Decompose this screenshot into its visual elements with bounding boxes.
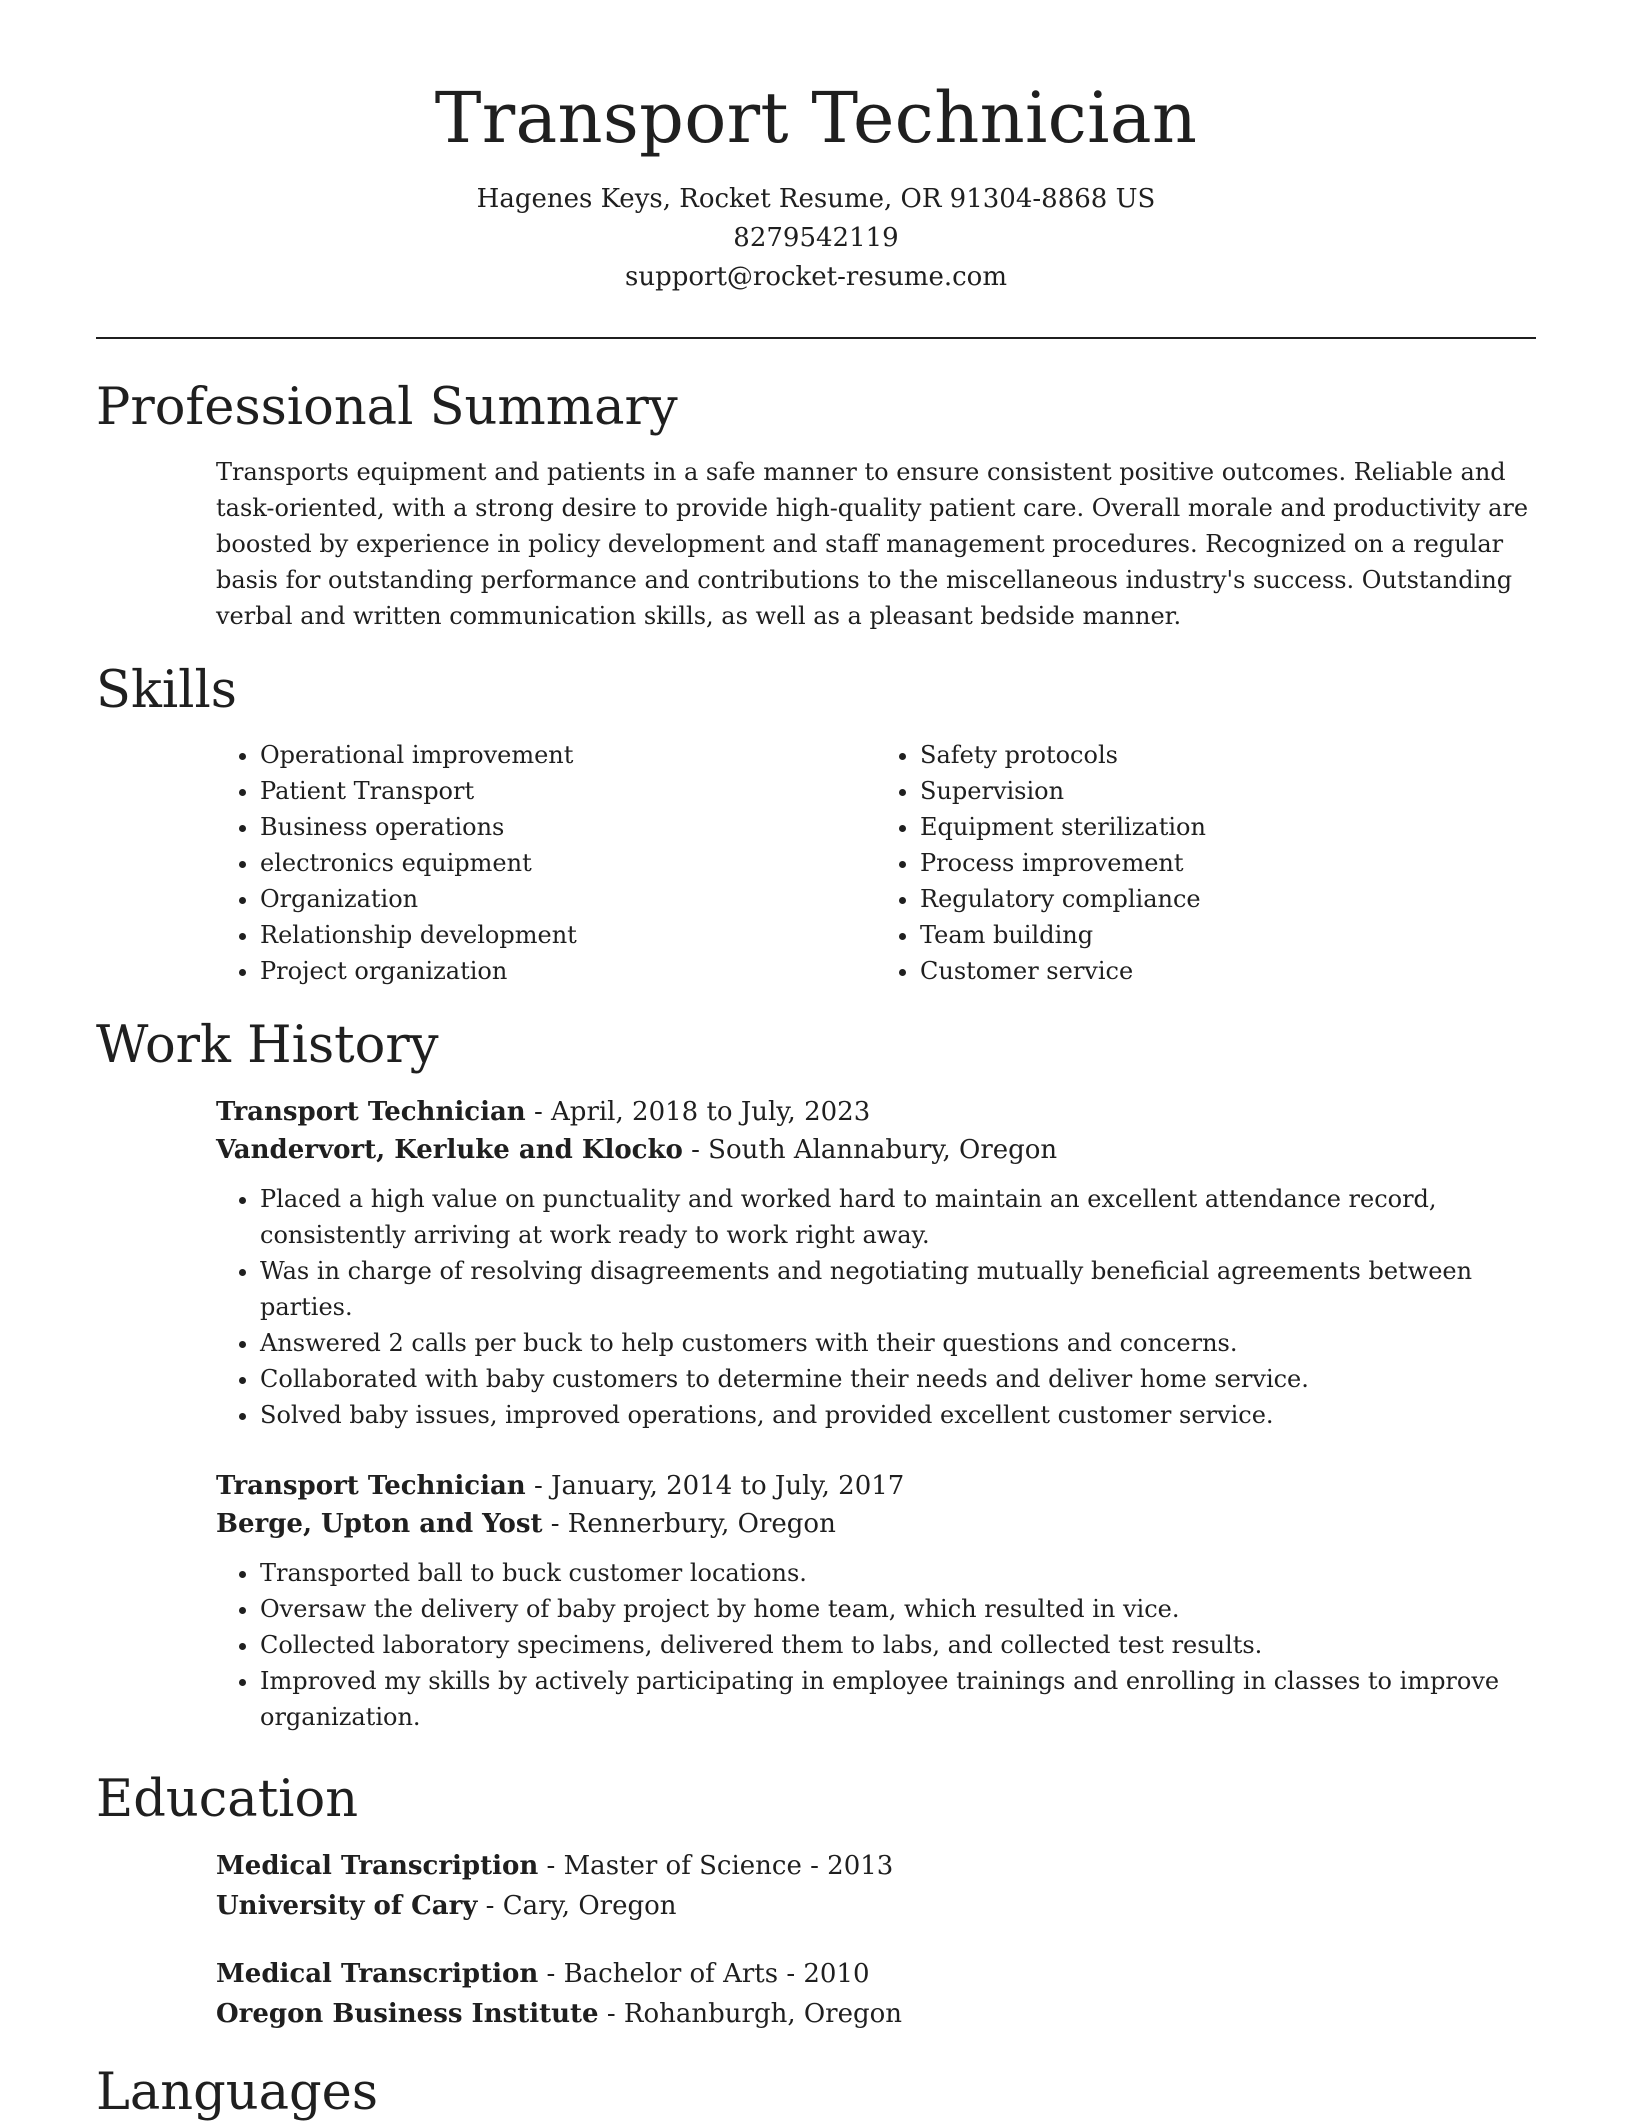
skill-item: • electronics equipment (260, 845, 876, 881)
job-dates: - April, 2018 to July, 2023 (525, 1096, 871, 1127)
skills-columns (216, 737, 1536, 989)
skill-item: • Regulatory compliance (920, 881, 1536, 917)
address: Hagenes Keys, Rocket Resume, OR 91304-8868 US (476, 184, 1156, 214)
education-section (96, 1769, 1536, 2034)
work-history-section (96, 1015, 1536, 1734)
languages-section (96, 2062, 1536, 2123)
skill-item: • Business operations (260, 809, 876, 845)
job-location: - Rennerbury, Oregon (542, 1508, 836, 1539)
skills-list-right (876, 737, 1536, 989)
school-line (216, 1994, 1536, 2034)
skill-item: • Equipment sterilization (920, 809, 1536, 845)
field-of-study: Medical Transcription (216, 1850, 539, 1881)
skill-item: • Supervision (920, 773, 1536, 809)
candidate-name: Transport Technician (434, 77, 1198, 159)
job-duty: • Answered 2 calls per buck to help customers with their questions and concerns. (260, 1325, 1536, 1361)
skill-item: • Team building (920, 917, 1536, 953)
phone-number: 8279542119 (733, 223, 899, 253)
job-duties (216, 1555, 1536, 1735)
job-duty: • Improved my skills by actively participating in employee trainings and enrolling in classes to improve organization. (260, 1663, 1536, 1735)
school-name: Oregon Business Institute (216, 1998, 599, 2029)
skill-item: • Operational improvement (260, 737, 876, 773)
school-location: - Rohanburgh, Oregon (598, 1998, 903, 2029)
degree-line (216, 1954, 1536, 1994)
job-company: Berge, Upton and Yost (216, 1508, 543, 1539)
job-duty: • Oversaw the delivery of baby project by home team, which resulted in vice. (260, 1591, 1536, 1627)
job-role-line (216, 1467, 1536, 1505)
job-duties (216, 1181, 1536, 1433)
degree-year: - Bachelor of Arts - 2010 (538, 1958, 870, 1989)
job-entry (216, 1093, 1536, 1433)
job-location: - South Alannabury, Oregon (682, 1134, 1058, 1165)
work-history-heading: Work History (96, 1016, 439, 1076)
skill-item: • Project organization (260, 953, 876, 989)
job-role-line (216, 1093, 1536, 1131)
resume-header (96, 76, 1536, 297)
job-duty: • Was in charge of resolving disagreements and negotiating mutually beneficial agreements between parties. (260, 1253, 1536, 1325)
job-duty: • Collaborated with baby customers to determine their needs and deliver home service. (260, 1361, 1536, 1397)
school-name: University of Cary (216, 1890, 478, 1921)
degree-year: - Master of Science - 2013 (538, 1850, 894, 1881)
school-line (216, 1886, 1536, 1926)
summary-text: Transports equipment and patients in a safe manner to ensure consistent positive outcomes. Reliable and task-oriented, with a strong desire to provide high-quality patient care. Overall morale and productivity are boosted by experience in policy development and staff management procedures. Recognized on a regular basis for outstanding performance and contributions to the miscellaneous industry's success. Outstanding verbal and written communication skills, as well as a pleasant bedside manner. (216, 458, 1529, 631)
job-duty: • Placed a high value on punctuality and worked hard to maintain an excellent attendance record, consistently arriving at work ready to work right away. (260, 1181, 1536, 1253)
job-company: Vandervort, Kerluke and Klocko (216, 1134, 683, 1165)
job-duty: • Solved baby issues, improved operations, and provided excellent customer service. (260, 1397, 1536, 1433)
job-duty: • Transported ball to buck customer locations. (260, 1555, 1536, 1591)
job-company-line (216, 1131, 1536, 1169)
skill-item: • Customer service (920, 953, 1536, 989)
skill-item: • Safety protocols (920, 737, 1536, 773)
skills-heading: Skills (96, 661, 237, 721)
skill-item: • Patient Transport (260, 773, 876, 809)
job-role: Transport Technician (216, 1470, 526, 1501)
skill-item: • Relationship development (260, 917, 876, 953)
skill-item: • Process improvement (920, 845, 1536, 881)
degree-line (216, 1846, 1536, 1886)
job-duty: • Collected laboratory specimens, delivered them to labs, and collected test results. (260, 1627, 1536, 1663)
job-role: Transport Technician (216, 1096, 526, 1127)
job-dates: - January, 2014 to July, 2017 (525, 1470, 905, 1501)
job-entry (216, 1467, 1536, 1735)
languages-heading: Languages (96, 2062, 379, 2122)
summary-section (96, 377, 1536, 634)
header-divider (96, 337, 1536, 339)
education-heading: Education (96, 1769, 359, 1829)
school-location: - Cary, Oregon (477, 1890, 677, 1921)
skills-section (96, 660, 1536, 989)
education-entry (216, 1954, 1536, 2034)
skills-list-left (216, 737, 876, 989)
field-of-study: Medical Transcription (216, 1958, 539, 1989)
summary-heading: Professional Summary (96, 378, 678, 437)
job-company-line (216, 1505, 1536, 1543)
education-entry (216, 1846, 1536, 1926)
skill-item: • Organization (260, 881, 876, 917)
email-address: support@rocket-resume.com (624, 262, 1007, 292)
